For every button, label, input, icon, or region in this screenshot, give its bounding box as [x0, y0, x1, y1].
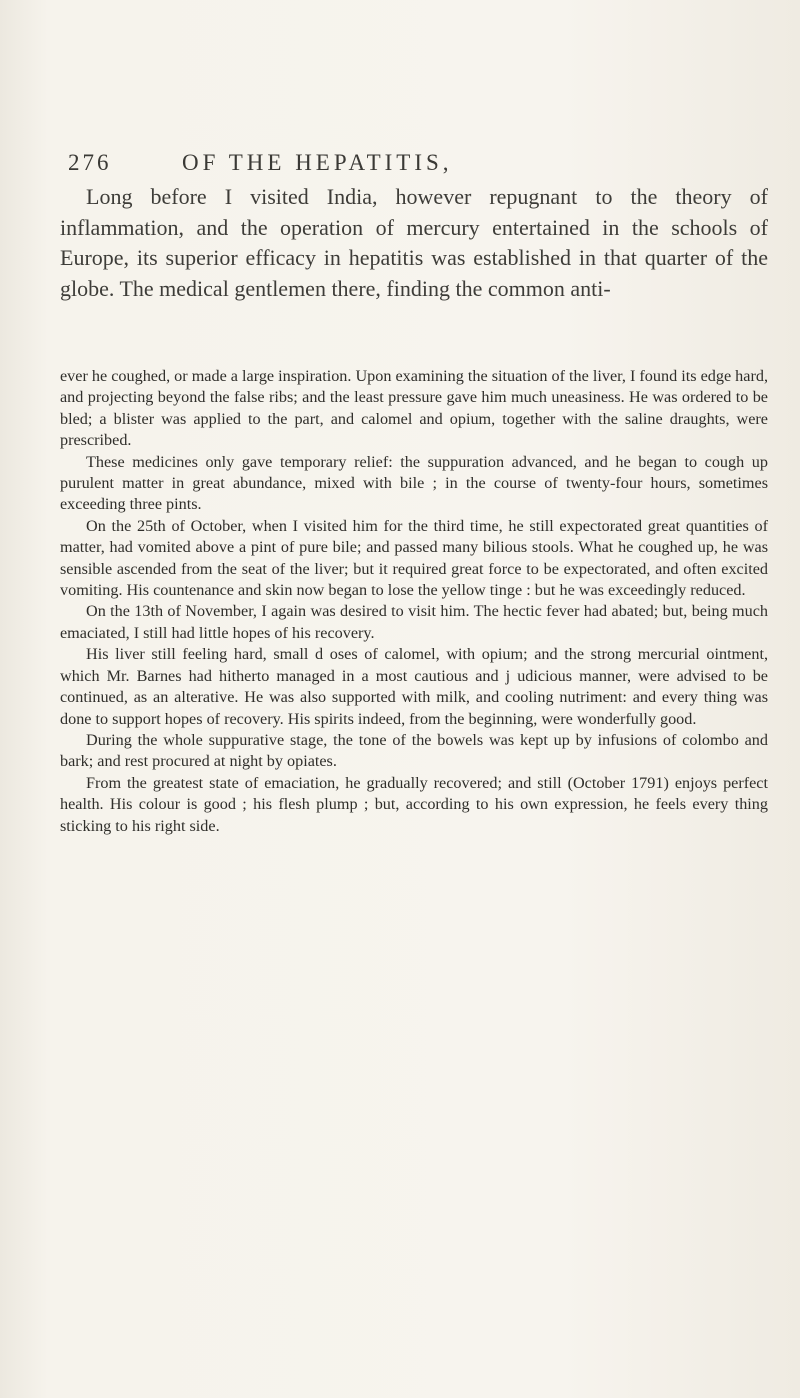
paragraph-7: From the greatest state of emaciation, he gradually recovered; and still (October 1791) enjoys perfect health. His colour is good ; his flesh plump ; but, according to his own expression, he feels every thing sticking to his right side. [60, 773, 768, 835]
paragraph-1: ever he coughed, or made a large inspiration. Upon examining the situation of the liver, I found its edge hard, and projecting beyond the false ribs; and the least pressure gave him much uneasiness. He was ordered to be bled; a blister was applied to the part, and calomel and opium, together with the saline draughts, were prescribed. [60, 367, 768, 450]
paragraph-2: These medicines only gave temporary relief: the suppuration advanced, and he began to cough up purulent matter in great abundance, mixed with bile ; in the course of twenty-four hours, sometimes exceeding three pints. [60, 452, 768, 514]
paragraph-3: On the 25th of October, when I visited him for the third time, he still expectorated great quantities of matter, had vomited above a pint of pure bile; and passed many bilious stools. What he coughed up, he was sensible ascended from the seat of the liver; but it required great force to be expectorated, and often excited vomiting. His countenance and skin now began to lose the yellow tinge : but he was exceedingly reduced. [60, 516, 768, 600]
running-title: OF THE HEPATITIS, [182, 150, 453, 175]
paragraph-4: On the 13th of November, I again was desired to visit him. The hectic fever had abated; but, being much emaciated, I still had little hopes of his recovery. [60, 602, 768, 642]
quote-paragraph: Long before I visited India, however repugnant to the theory of inflammation, and the operation of mercury entertained in the schools of Europe, its superior efficacy in hepatitis was established in that quarter of the globe. The medical gentlemen there, finding the common anti- [60, 184, 768, 301]
case-narrative [60, 366, 768, 837]
page-number: 276 [68, 150, 112, 175]
paragraph-6: During the whole suppurative stage, the tone of the bowels was kept up by infusions of colombo and bark; and rest procured at night by opiates. [60, 730, 768, 771]
paragraph-5: His liver still feeling hard, small d oses of calomel, with opium; and the strong mercurial ointment, which Mr. Barnes had hitherto managed in a most cautious and j udicious manner, were advised to be continued, as an alterative. He was also supported with milk, and cooling nutriment: and every thing was done to support hopes of recovery. His spirits indeed, from the beginning, were wonderfully good. [60, 645, 768, 728]
quoted-passage [60, 182, 768, 304]
